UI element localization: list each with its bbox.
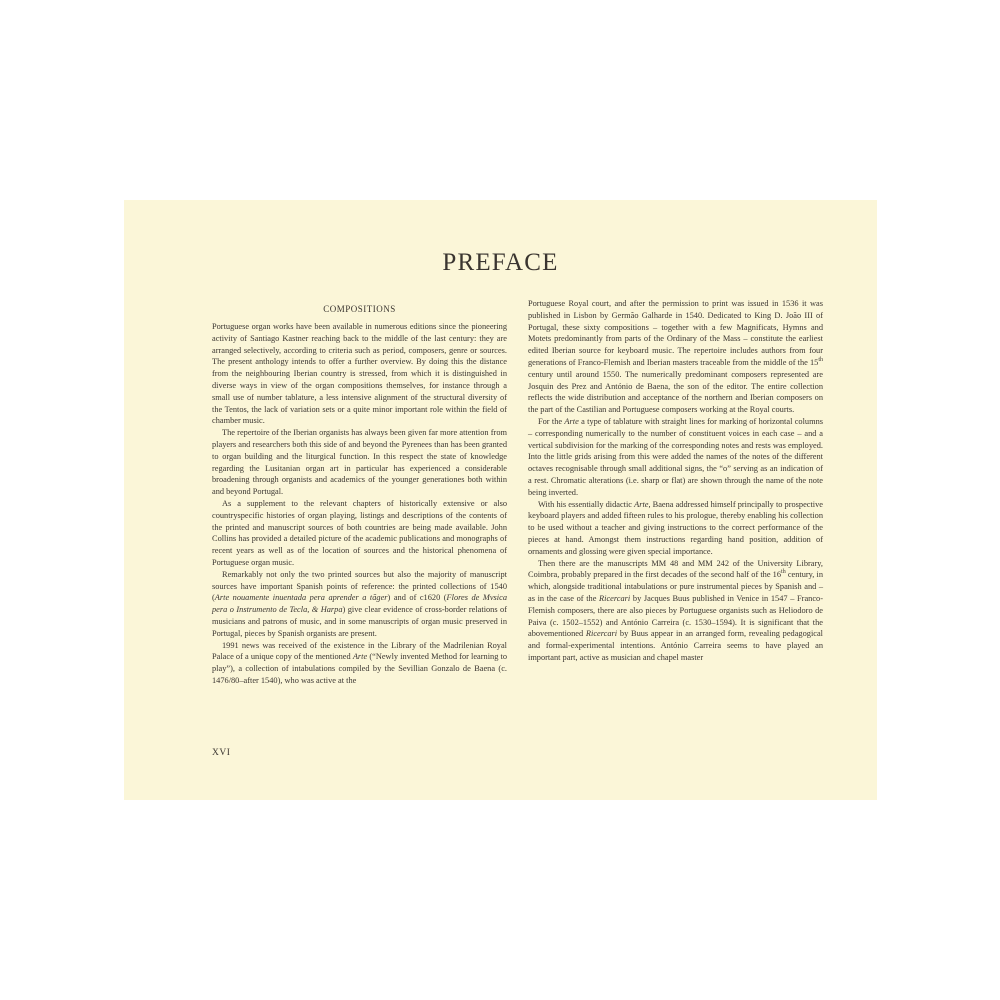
paragraph <box>528 298 823 416</box>
text-run: Portuguese Royal court, and after the permission to print was issued in 1536 it was published in Lisbon by Germão Galharde in 1540. Dedicated to King D. João III of Portugal, these sixty compositions – together with a few Magnificats, Hymns and Motets predominantly from parts of the Ordinary of the Mass – constitute the earliest edited Iberian source for keyboard music. The repertoire includes authors from four generations of Franco-Flemish and Iberian masters traceable from the middle of the 15 <box>528 299 823 367</box>
book-page <box>124 200 877 800</box>
paragraph <box>212 640 507 687</box>
text-run: century, in which, alongside traditional intabulations or pure instrumental pieces by Spanish and – as in the case of the <box>528 570 824 603</box>
text-run: by Jacques Buus published in Venice in 1547 – Franco-Flemish composers, there are also pieces by Portuguese organists such as Heliodoro de Paiva (c. 1502–1552) and António Carreira (c. 1530–1594). It is significant that the abovementioned <box>528 593 823 639</box>
superscript: th <box>818 357 823 364</box>
text-run: ) give clear evidence of cross-border relations of musicians and patrons of music, and in some manuscripts of organ music preserved in Portugal, pieces by Spanish organists are present. <box>212 605 507 638</box>
page-number: XVI <box>212 748 231 758</box>
paragraph <box>528 499 823 558</box>
text-run: For the <box>538 416 565 426</box>
left-column <box>212 303 507 687</box>
text-run: century until around 1550. The numerically predominant composers represented are Josquin des Prez and António de Baena, the son of the editor. The entire collection reflects the wide distribution and acceptance of the northern and Iberian composers on the part of the Castilian and Portuguese composers working at the Royal courts. <box>528 369 823 415</box>
text-run: , Baena addressed himself principally to prospective keyboard players and added fifteen rules to his prologue, thereby enabling his collection to be used without a teacher and giving instructions to the correct performance of the pieces at hand. Amongst them instructions regarding hand position, addition of ornaments and glossing were given special importance. <box>528 499 823 556</box>
paragraph <box>528 558 823 664</box>
text-run: With his essentially didactic <box>538 499 635 509</box>
text-run: ) and of c1620 ( <box>387 593 447 603</box>
paragraph: The repertoire of the Iberian organists has always been given far more attention from players and researchers both this side of and beyond the Pyrenees than has been granted to organ building and the liturgical function. In this respect the state of knowledge regarding the Lusitanian organ art in particular has experienced a considerable broadening through organists and academics of the younger generationes both within and beyond Portugal. <box>212 428 507 497</box>
text-run: Then there are the manuscripts MM 48 and MM 242 of the University Library, Coimbra, probably prepared in the first decades of the second half of the 16 <box>528 558 823 580</box>
text-run: a type of tablature with straight lines for marking of horizontal columns – corresponding numerically to the number of constituent voices in each case – and a vertical subdivision for the marking of the corresponding notes and rests was employed. Into the little grids arising from this were added the names of the notes of the different octaves recognisable through small additional signs, the “o” serving as an indication of a rest. Chromatic alterations (i.e. sharp or flat) are shown through the name of the note being inverted. <box>528 416 823 497</box>
section-heading: COMPOSITIONS <box>323 304 396 314</box>
italic-title: Arte nouamente inuentada pera aprender a tãger <box>214 593 388 603</box>
text-run: (“Newly invented Method for learning to play”), a collection of intabulations compiled by the Sevillian Gonzalo de Baena (c. 1476/80–after 1540), who was active at the <box>212 652 507 685</box>
text-run: 1991 news was received of the existence in the Library of the Madrilenian Royal Palace of a unique copy of the mentioned <box>212 640 507 662</box>
italic-title: Arte <box>634 499 649 509</box>
italic-title: Arte <box>564 416 579 426</box>
page-title: PREFACE <box>442 249 559 276</box>
paragraph <box>528 416 823 499</box>
superscript: th <box>781 569 786 576</box>
italic-title: Ricercari <box>585 629 618 639</box>
right-column <box>528 298 823 664</box>
italic-title: Ricercari <box>599 593 631 603</box>
italic-title: Flores de Mvsica pera o Instrumento de Tecla, & Harpa <box>212 593 507 615</box>
paragraph: As a supplement to the relevant chapters of historically extensive or also countryspecific histories of organ playing, listings and descriptions of the contents of the printed and manuscript sources of both countries are being made available. John Collins has provided a detailed picture of the academic publications and monographs of recent years as well as of the location of sources and the historical phenomena of Portuguese organ music. <box>212 498 507 567</box>
text-run: by Buus appear in an arranged form, revealing pedagogical and formal-experimental intentions. António Carreira seems to have played an important part, active as musician and chapel master <box>528 629 823 662</box>
paragraph: Portuguese organ works have been available in numerous editions since the pioneering activity of Santiago Kastner reaching back to the middle of the last century: they are arranged selectively, according to criteria such as period, composers, genre or sources. The present anthology intends to offer a further overview. By doing this the distance from the neighbouring Iberian country is stressed, from which it is distinguished in diverse ways in view of the organ compositions themselves, for instance through a small use of number tablature, a less intensive alignment of the structural diversity of the Tentos, the lack of variation sets or a quite minor important role within the field of chamber music. <box>212 322 507 426</box>
text-run: Remarkably not only the two printed sources but also the majority of manuscript sources have important Spanish points of reference: the printed collections of 1540 ( <box>212 569 507 603</box>
italic-title: Arte <box>352 652 368 662</box>
paragraph <box>212 569 507 640</box>
